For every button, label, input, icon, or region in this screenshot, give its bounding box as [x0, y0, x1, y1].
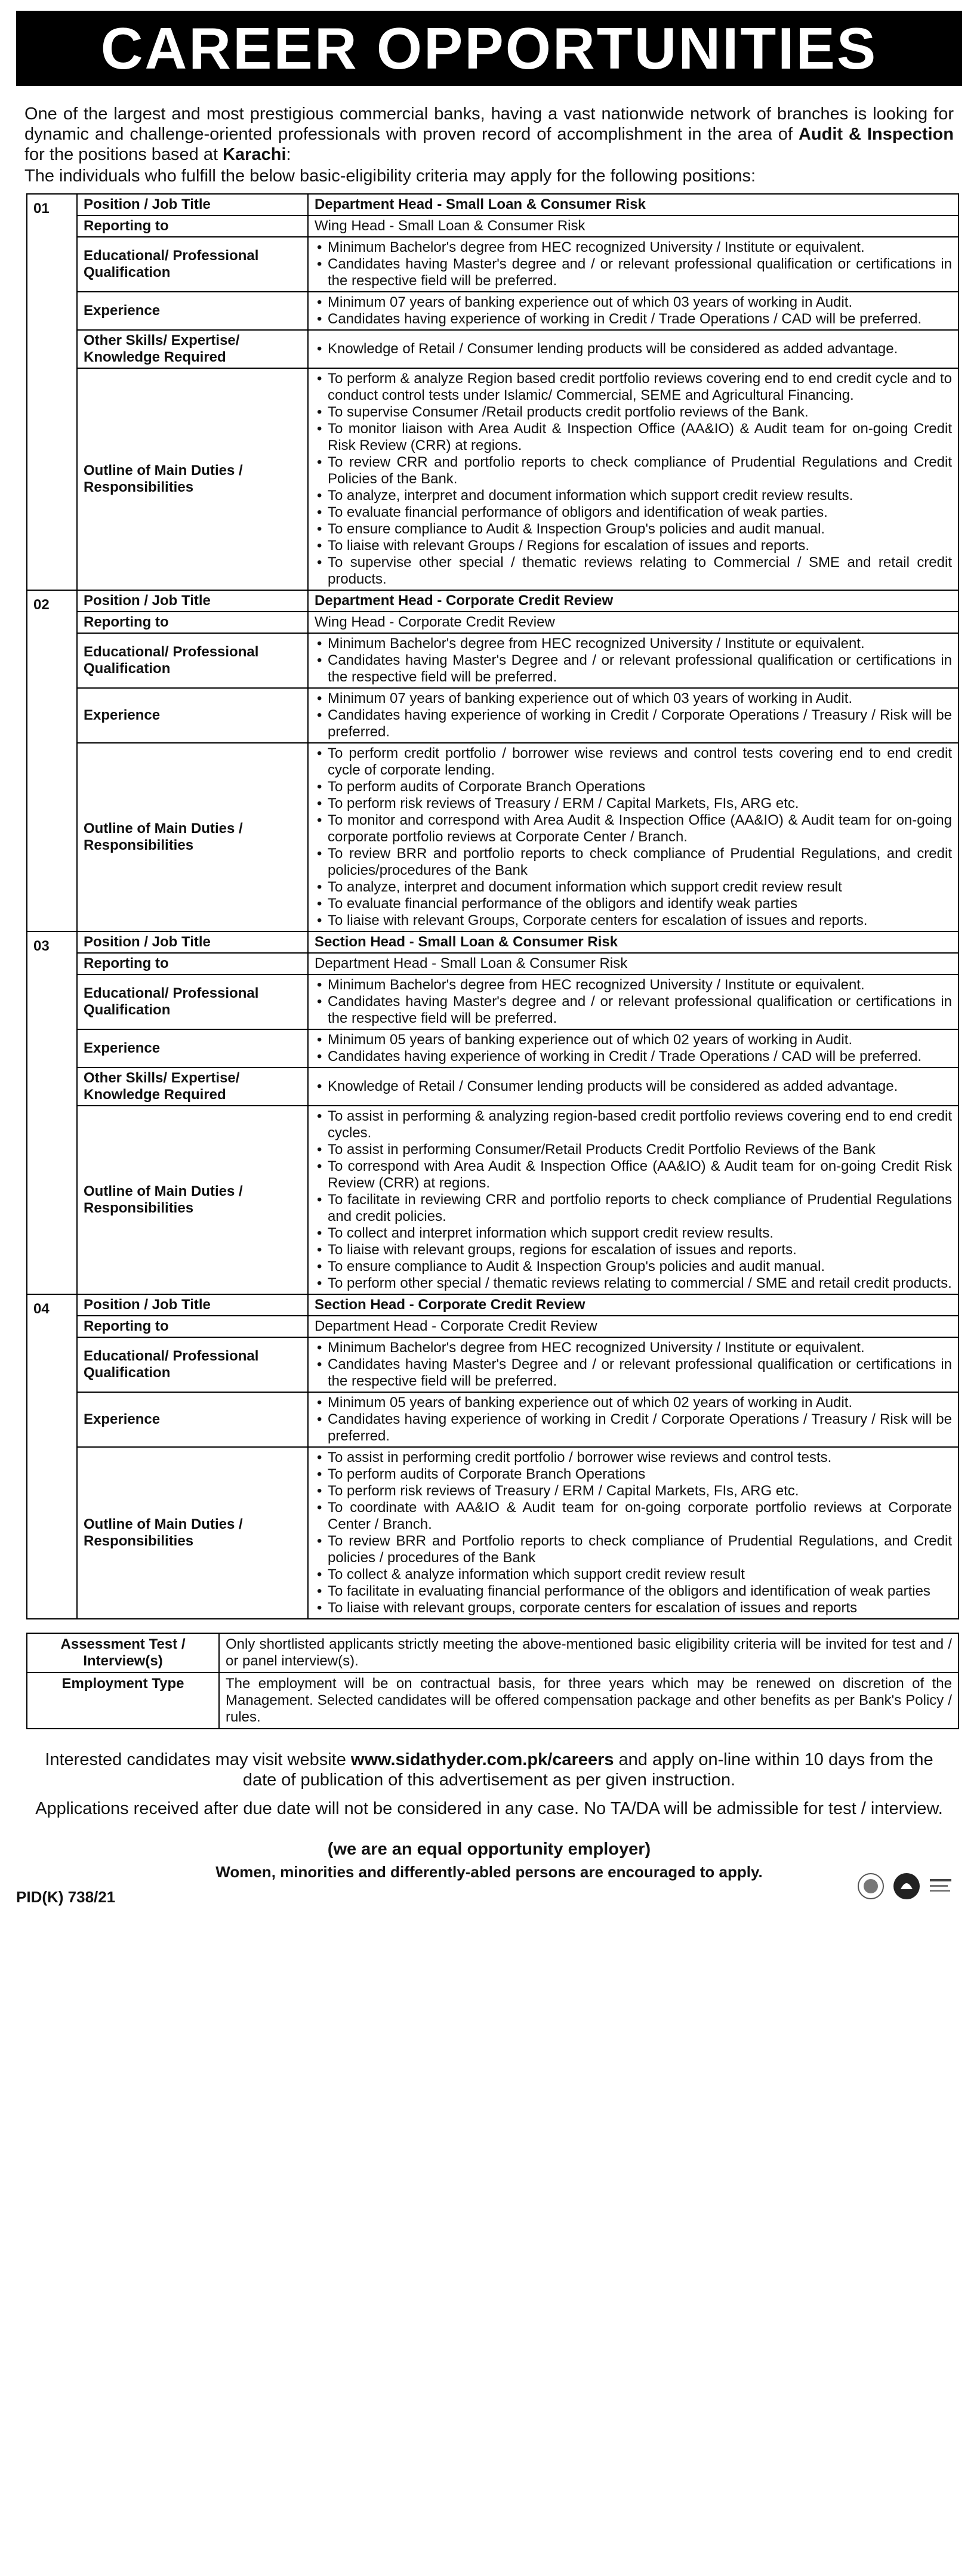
terms-value: Only shortlisted applicants strictly meeting the above-mentioned basic eligibility criteria will be invited for test and / or panel interview(s).	[219, 1633, 959, 1673]
education-item: • Candidates having Master's degree and / or relevant professional qualification or certifications in the respective field will be preferred.	[328, 994, 952, 1027]
experience-list	[315, 690, 952, 741]
seal-icon	[856, 1871, 886, 1901]
logo-marks	[856, 1870, 957, 1902]
position-number: 02	[27, 590, 77, 931]
logo-text-icon	[927, 1873, 954, 1899]
experience-item: • Minimum 07 years of banking experience out of which 03 years of working in Audit.	[328, 690, 952, 707]
position-row	[27, 368, 959, 590]
intro-eligibility: The individuals who fulfill the below basic-eligibility criteria may apply for the following positions:	[24, 166, 756, 186]
intro-text-end: :	[286, 145, 291, 164]
education-item: • Candidates having Master's Degree and / or relevant professional qualification or certifications in the respective field will be preferred.	[328, 1356, 952, 1390]
duties-item: • To coordinate with AA&IO & Audit team for on-going corporate portfolio reviews at Corporate Center / Branch.	[328, 1500, 952, 1533]
skills-list	[315, 341, 952, 357]
duties-item: • To perform audits of Corporate Branch Operations	[328, 779, 952, 795]
row-value	[308, 330, 959, 368]
position-row	[27, 330, 959, 368]
row-value	[308, 688, 959, 743]
position-row	[27, 237, 959, 292]
apply-text-end: and apply on-line within 10 days from the date of publication of this advertisement as per given instruction.	[242, 1750, 933, 1790]
duties-item: • To perform & analyze Region based credit portfolio reviews covering end to end credit cycle and to conduct control tests under Islamic/ Commercial, SEME and Agricultural Financing.	[328, 371, 952, 404]
row-label: Outline of Main Duties / Responsibilities	[77, 743, 308, 931]
apply-instructions	[34, 1750, 944, 1790]
experience-item: • Minimum 07 years of banking experience out of which 03 years of working in Audit.	[328, 294, 952, 311]
row-label: Educational/ Professional Qualification	[77, 1337, 308, 1392]
duties-item: • To collect & analyze information which support credit review result	[328, 1566, 952, 1583]
banner-title: CAREER OPPORTUNITIES	[100, 15, 878, 81]
careers-website-link[interactable]: www.sidathyder.com.pk/careers	[350, 1750, 614, 1769]
footer-row	[16, 1862, 962, 1904]
education-item: • Candidates having Master's degree and / or relevant professional qualification or certifications in the respective field will be preferred.	[328, 256, 952, 289]
equal-opportunity-title: (we are an equal opportunity employer)	[327, 1840, 651, 1859]
row-label: Educational/ Professional Qualification	[77, 237, 308, 292]
education-item: • Minimum Bachelor's degree from HEC recognized University / Institute or equivalent.	[328, 239, 952, 256]
duties-item: • To monitor and correspond with Area Audit & Inspection Office (AA&IO) & Audit team for on-going corporate portfolio reviews at Corporate Center / Branch.	[328, 812, 952, 846]
row-value	[308, 743, 959, 931]
duties-item: • To analyze, interpret and document information which support credit review results.	[328, 488, 952, 504]
equal-opportunity-note: Women, minorities and differently-abled persons are encouraged to apply.	[215, 1863, 763, 1881]
row-label: Outline of Main Duties / Responsibilities	[77, 368, 308, 590]
duties-item: • To perform other special / thematic reviews relating to commercial / SME and retail credit products.	[328, 1275, 952, 1292]
row-label: Experience	[77, 1029, 308, 1068]
duties-item: • To review BRR and Portfolio reports to check compliance of Prudential Regulations, and Credit policies / procedures of the Bank	[328, 1533, 952, 1566]
terms-value: The employment will be on contractual basis, for three years which may be renewed on discretion of the Management. Selected candidates will be offered compensation package and other benefits as per Bank's Policy / rules.	[219, 1673, 959, 1729]
positions-table	[26, 193, 959, 1619]
duties-item: • To monitor liaison with Area Audit & Inspection Office (AA&IO) & Audit team for on-going Credit Risk Review (CRR) at regions.	[328, 421, 952, 454]
duties-item: • To review CRR and portfolio reports to check compliance of Prudential Regulations and Credit Policies of the Bank.	[328, 454, 952, 488]
experience-list	[315, 1032, 952, 1065]
row-label: Other Skills/ Expertise/ Knowledge Required	[77, 330, 308, 368]
position-row	[27, 1068, 959, 1106]
duties-item: • To ensure compliance to Audit & Inspection Group's policies and audit manual.	[328, 521, 952, 538]
education-list	[315, 977, 952, 1027]
experience-item: • Candidates having experience of working in Credit / Trade Operations / CAD will be preferred.	[328, 1048, 952, 1065]
position-row	[27, 1316, 959, 1337]
education-list	[315, 635, 952, 686]
row-value	[308, 1337, 959, 1392]
row-label: Experience	[77, 1392, 308, 1447]
row-value	[308, 1029, 959, 1068]
duties-item: • To correspond with Area Audit & Inspection Office (AA&IO) & Audit team for on-going Credit Risk Review (CRR) at regions.	[328, 1158, 952, 1192]
position-row	[27, 1106, 959, 1294]
duties-list	[315, 1449, 952, 1616]
row-value: Wing Head - Corporate Credit Review	[308, 612, 959, 633]
education-list	[315, 1340, 952, 1390]
position-row	[27, 292, 959, 330]
duties-item: • To assist in performing Consumer/Retail Products Credit Portfolio Reviews of the Bank	[328, 1142, 952, 1158]
position-row	[27, 1447, 959, 1619]
duties-item: • To supervise Consumer /Retail products credit portfolio reviews of the Bank.	[328, 404, 952, 421]
education-item: • Minimum Bachelor's degree from HEC recognized University / Institute or equivalent.	[328, 977, 952, 994]
experience-item: • Candidates having experience of working in Credit / Corporate Operations / Treasury / Risk will be preferred.	[328, 707, 952, 741]
experience-item: • Minimum 05 years of banking experience out of which 02 years of working in Audit.	[328, 1032, 952, 1048]
experience-item: • Candidates having experience of working in Credit / Trade Operations / CAD will be preferred.	[328, 311, 952, 328]
duties-item: • To facilitate in reviewing CRR and portfolio reports to check compliance of Prudential Regulations and credit policies.	[328, 1192, 952, 1225]
duties-item: • To facilitate in evaluating financial performance of the obligors and identification of weak parties	[328, 1583, 952, 1600]
advertisement-page	[16, 0, 962, 1904]
duties-item: • To perform audits of Corporate Branch Operations	[328, 1466, 952, 1483]
duties-item: • To liaise with relevant Groups / Regions for escalation of issues and reports.	[328, 538, 952, 554]
duties-item: • To collect and interpret information which support credit review results.	[328, 1225, 952, 1242]
row-label: Position / Job Title	[77, 931, 308, 953]
row-value	[308, 1392, 959, 1447]
position-row	[27, 931, 959, 953]
row-label: Outline of Main Duties / Responsibilities	[77, 1447, 308, 1619]
skills-item: • Knowledge of Retail / Consumer lending products will be considered as added advantage.	[328, 1078, 952, 1095]
row-value	[308, 1106, 959, 1294]
row-value	[308, 1068, 959, 1106]
experience-list	[315, 294, 952, 328]
position-row	[27, 215, 959, 237]
job-title: Department Head - Corporate Credit Review	[308, 590, 959, 612]
career-banner	[16, 11, 962, 86]
job-title: Section Head - Small Loan & Consumer Risk	[308, 931, 959, 953]
row-label: Reporting to	[77, 215, 308, 237]
position-row	[27, 633, 959, 688]
skills-list	[315, 1078, 952, 1095]
row-label: Educational/ Professional Qualification	[77, 974, 308, 1029]
terms-table	[26, 1633, 959, 1729]
terms-label: Assessment Test / Interview(s)	[27, 1633, 219, 1673]
position-row	[27, 688, 959, 743]
job-title: Section Head - Corporate Credit Review	[308, 1294, 959, 1316]
row-label: Educational/ Professional Qualification	[77, 633, 308, 688]
row-label: Reporting to	[77, 612, 308, 633]
row-label: Experience	[77, 292, 308, 330]
duties-item: • To perform credit portfolio / borrower wise reviews and control tests covering end to end credit cycle of corporate lending.	[328, 745, 952, 779]
row-value: Department Head - Corporate Credit Review	[308, 1316, 959, 1337]
education-list	[315, 239, 952, 289]
intro-text-mid: for the positions based at	[24, 145, 223, 164]
emblem-icon	[892, 1871, 922, 1901]
position-row	[27, 974, 959, 1029]
row-value: Wing Head - Small Loan & Consumer Risk	[308, 215, 959, 237]
intro-text: One of the largest and most prestigious commercial banks, having a vast nationwide network of branches is looking for dynamic and challenge-oriented professionals with proven record of accomplishment in the area of	[24, 104, 954, 144]
education-item: • Minimum Bachelor's degree from HEC recognized University / Institute or equivalent.	[328, 1340, 952, 1356]
experience-list	[315, 1395, 952, 1445]
position-number: 04	[27, 1294, 77, 1619]
position-row	[27, 612, 959, 633]
position-row	[27, 953, 959, 974]
position-number: 03	[27, 931, 77, 1294]
row-value	[308, 237, 959, 292]
pid-code: PID(K) 738/21	[16, 1888, 116, 1906]
position-number: 01	[27, 194, 77, 590]
row-value	[308, 368, 959, 590]
row-value	[308, 292, 959, 330]
education-item: • Candidates having Master's Degree and / or relevant professional qualification or certifications in the respective field will be preferred.	[328, 652, 952, 686]
row-label: Experience	[77, 688, 308, 743]
row-label: Reporting to	[77, 953, 308, 974]
row-value	[308, 633, 959, 688]
position-row	[27, 590, 959, 612]
terms-row	[27, 1633, 959, 1673]
duties-item: • To analyze, interpret and document information which support credit review result	[328, 879, 952, 896]
apply-section	[16, 1750, 962, 1819]
duties-item: • To supervise other special / thematic reviews relating to Commercial / SME and retail credit products.	[328, 554, 952, 588]
position-row	[27, 1337, 959, 1392]
duties-item: • To assist in performing credit portfolio / borrower wise reviews and control tests.	[328, 1449, 952, 1466]
terms-row	[27, 1673, 959, 1729]
row-value	[308, 974, 959, 1029]
intro-area: Audit & Inspection	[798, 125, 954, 144]
duties-list	[315, 371, 952, 588]
position-row	[27, 1029, 959, 1068]
duties-item: • To liaise with relevant Groups, Corporate centers for escalation of issues and reports.	[328, 912, 952, 929]
duties-list	[315, 1108, 952, 1292]
duties-item: • To liaise with relevant groups, corporate centers for escalation of issues and reports	[328, 1600, 952, 1616]
duties-item: • To evaluate financial performance of obligors and identification of weak parties.	[328, 504, 952, 521]
intro-section	[16, 104, 962, 186]
row-value: Department Head - Small Loan & Consumer Risk	[308, 953, 959, 974]
equal-opportunity	[16, 1839, 962, 1904]
row-label: Other Skills/ Expertise/ Knowledge Required	[77, 1068, 308, 1106]
position-row	[27, 194, 959, 215]
duties-item: • To perform risk reviews of Treasury / ERM / Capital Markets, FIs, ARG etc.	[328, 1483, 952, 1500]
row-label: Position / Job Title	[77, 1294, 308, 1316]
position-row	[27, 1294, 959, 1316]
position-row	[27, 1392, 959, 1447]
experience-item: • Minimum 05 years of banking experience out of which 02 years of working in Audit.	[328, 1395, 952, 1411]
experience-item: • Candidates having experience of working in Credit / Corporate Operations / Treasury / Risk will be preferred.	[328, 1411, 952, 1445]
row-value	[308, 1447, 959, 1619]
apply-text: Interested candidates may visit website	[45, 1750, 351, 1769]
row-label: Position / Job Title	[77, 194, 308, 215]
intro-paragraph	[24, 104, 954, 165]
duties-list	[315, 745, 952, 929]
job-title: Department Head - Small Loan & Consumer Risk	[308, 194, 959, 215]
skills-item: • Knowledge of Retail / Consumer lending products will be considered as added advantage.	[328, 341, 952, 357]
duties-item: • To ensure compliance to Audit & Inspection Group's policies and audit manual.	[328, 1258, 952, 1275]
intro-city: Karachi	[223, 145, 286, 164]
duties-item: • To assist in performing & analyzing region-based credit portfolio reviews covering end to end credit cycles.	[328, 1108, 952, 1142]
duties-item: • To perform risk reviews of Treasury / ERM / Capital Markets, FIs, ARG etc.	[328, 795, 952, 812]
duties-item: • To evaluate financial performance of the obligors and identify weak parties	[328, 896, 952, 912]
terms-label: Employment Type	[27, 1673, 219, 1729]
row-label: Outline of Main Duties / Responsibilities	[77, 1106, 308, 1294]
row-label: Reporting to	[77, 1316, 308, 1337]
row-label: Position / Job Title	[77, 590, 308, 612]
duties-item: • To review BRR and portfolio reports to check compliance of Prudential Regulations, and credit policies/procedures of the Bank	[328, 846, 952, 879]
duties-item: • To liaise with relevant groups, regions for escalation of issues and reports.	[328, 1242, 952, 1258]
apply-deadline-note: Applications received after due date will not be considered in any case. No TA/DA will be admissible for test / interview.	[35, 1799, 943, 1818]
education-item: • Minimum Bachelor's degree from HEC recognized University / Institute or equivalent.	[328, 635, 952, 652]
position-row	[27, 743, 959, 931]
